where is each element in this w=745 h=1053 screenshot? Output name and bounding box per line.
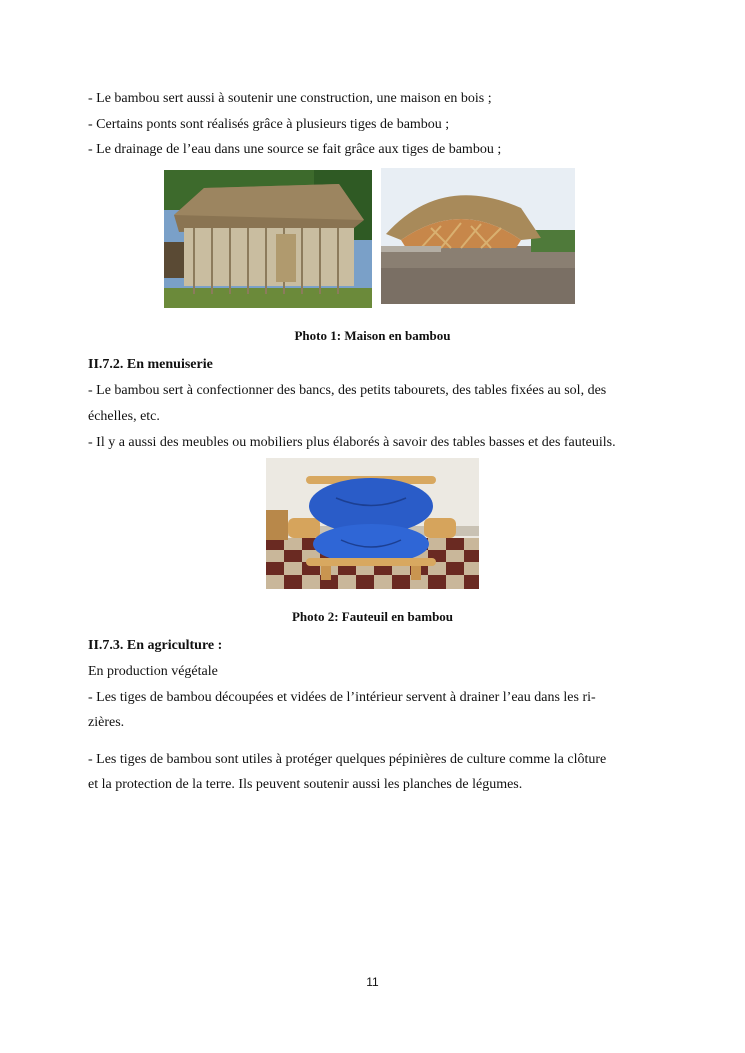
- bullet-house-support: - Le bambou sert aussi à soutenir une construction, une maison en bois ;: [88, 91, 492, 106]
- agriculture-line: zières.: [88, 715, 125, 730]
- bullet-drainage: - Le drainage de l’eau dans une source se fait grâce aux tiges de bambou ;: [88, 142, 502, 157]
- photo2-caption: Photo 2: Fauteuil en bambou: [291, 609, 454, 624]
- agriculture-line: et la protection de la terre. Ils peuvent soutenir aussi les planches de légumes.: [88, 777, 523, 792]
- agriculture-line: - Les tiges de bambou sont utiles à protéger quelques pépinières de culture comme la clôture: [88, 752, 607, 767]
- menuiserie-line: échelles, etc.: [88, 409, 160, 424]
- agriculture-heading: II.7.3. En agriculture :: [88, 638, 223, 653]
- bamboo-pavilion-photo: [381, 168, 575, 304]
- menuiserie-heading: II.7.2. En menuiserie: [88, 357, 213, 372]
- menuiserie-line: - Le bambou sert à confectionner des bancs, des petits tabourets, des tables fixées au sol, des: [88, 383, 607, 398]
- bamboo-armchair-photo: [266, 458, 479, 589]
- page-number: 11: [366, 975, 379, 989]
- menuiserie-line: - Il y a aussi des meubles ou mobiliers plus élaborés à savoir des tables basses et des fauteuils.: [88, 435, 616, 450]
- bullet-bridges: - Certains ponts sont réalisés grâce à plusieurs tiges de bambou ;: [88, 117, 450, 132]
- agriculture-line: - Les tiges de bambou découpées et vidées de l’intérieur servent à drainer l’eau dans les ri-: [88, 690, 596, 705]
- bamboo-hut-photo: [164, 170, 372, 308]
- photo1-caption: Photo 1: Maison en bambou: [294, 328, 451, 343]
- agriculture-subheading: En production végétale: [88, 664, 218, 679]
